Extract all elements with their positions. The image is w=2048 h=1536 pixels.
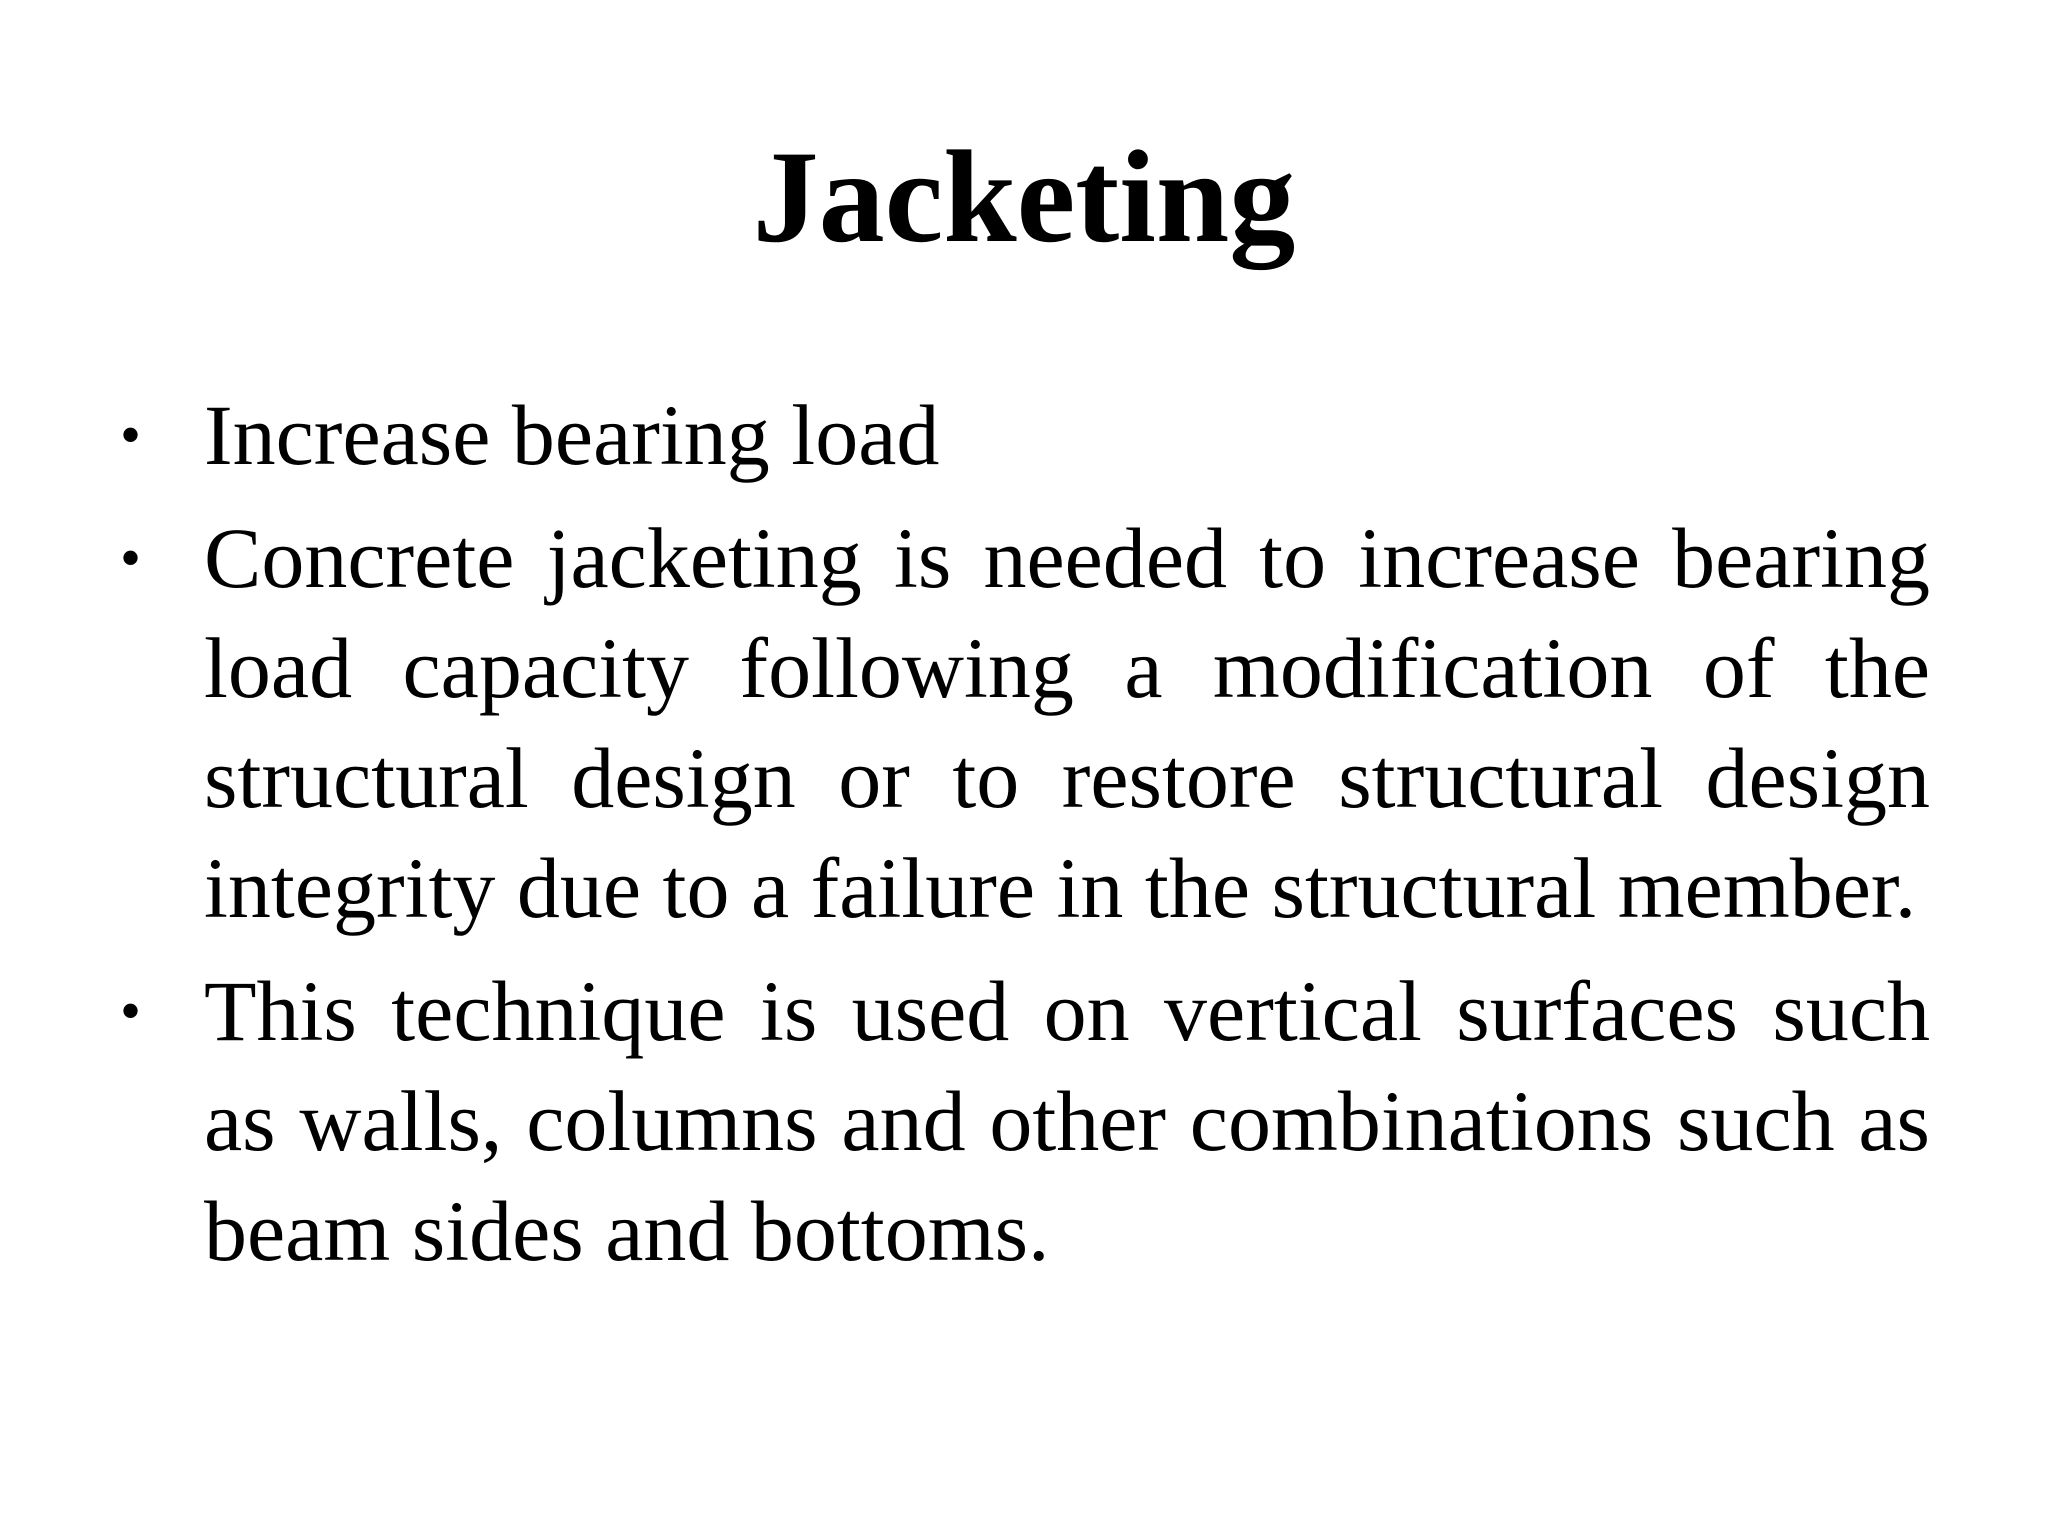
bullet-list [120, 380, 1930, 1299]
bullet-marker: • [120, 978, 142, 1044]
bullet-text: Increase bearing load [204, 387, 940, 483]
bullet-text: Concrete jacketing is needed to increase bearing load capacity following a modification of the structural design or to restore structural design integrity due to a failure in the structural member. [204, 510, 1930, 936]
bullet-marker: • [120, 525, 142, 591]
slide-title: Jacketing [752, 123, 1296, 270]
bullet-marker: • [120, 402, 142, 468]
bullet-text: This technique is used on vertical surfaces such as walls, columns and other combinations such as beam sides and bottoms. [204, 963, 1930, 1279]
bullet-item [120, 503, 1930, 943]
bullet-item [120, 956, 1930, 1286]
bullet-item [120, 380, 1930, 490]
